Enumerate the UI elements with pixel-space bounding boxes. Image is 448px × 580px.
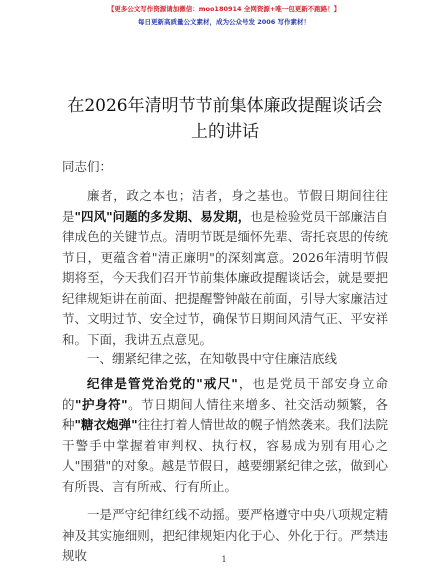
paragraph-emphasis: "四风"问题的多发期、易发期， [74, 208, 251, 224]
paragraph-text: 。节日期间人情往来增多、社交活动频繁，各种 [62, 396, 388, 432]
paragraph-emphasis: "护身符" [75, 396, 128, 412]
paragraph-intro [62, 186, 388, 350]
page-number: 1 [221, 555, 227, 564]
greeting: 同志们： [62, 159, 113, 174]
paragraph-text: 往往打着人情世故的幌子悄然袭来。我们法院干警手中掌握着审判权、执行权，容易成为别有用心之人"围猎"的对象。越是节假日，越要绷紧纪律之弦，做到心有所畏、言有所戒、行有所止。 [62, 417, 388, 494]
document-title: 在2026年清明节节前集体廉政提醒谈话会上的讲话 [67, 96, 383, 142]
paragraph-point-1: 一是严守纪律红线不动摇。要严格遵守中央八项规定精神及其实施细则，把纪律规矩内化于心、外化于行。严禁违规收 [62, 507, 388, 563]
paragraph-emphasis: "糖衣炮弹" [74, 417, 138, 432]
paragraph-emphasis: 纪律是管党治党的"戒尺" [87, 376, 238, 391]
paragraph-text: 也是检验党员干部廉洁自律成色的关键节点。清明节既是缅怀先辈、寄托哀思的传统节日，更蕴含着"清正廉明"的深刻寓意。2026年清明节假期将至，今天我们召开节前集体廉政提醒谈话会，就是要把纪律规矩讲在前面、把提醒警钟敲在前面，引导大家廉洁过节、文明过节、安全过节，确保节日期间风清气正、平安祥和。下面，我讲五点意见。 [62, 208, 388, 347]
paragraph-text: ，也是党员干部安身立命的 [62, 376, 388, 412]
paragraph-text: 廉者，政之本也；洁者，身之基也。节假日期间往往是 [62, 188, 388, 224]
header-banner-bottom: 每日更新高质量公文素材，成为公众号发 2006 写作素材！ [137, 18, 311, 26]
paragraph-discipline [62, 374, 388, 497]
header-banner-top: 【更多公文写作资源请加微信：moo180914 全网资源+唯一包更新不跑路！】 [107, 5, 341, 13]
section-heading-1: 一、绷紧纪律之弦，在知敬畏中守住廉洁底线 [87, 351, 338, 366]
